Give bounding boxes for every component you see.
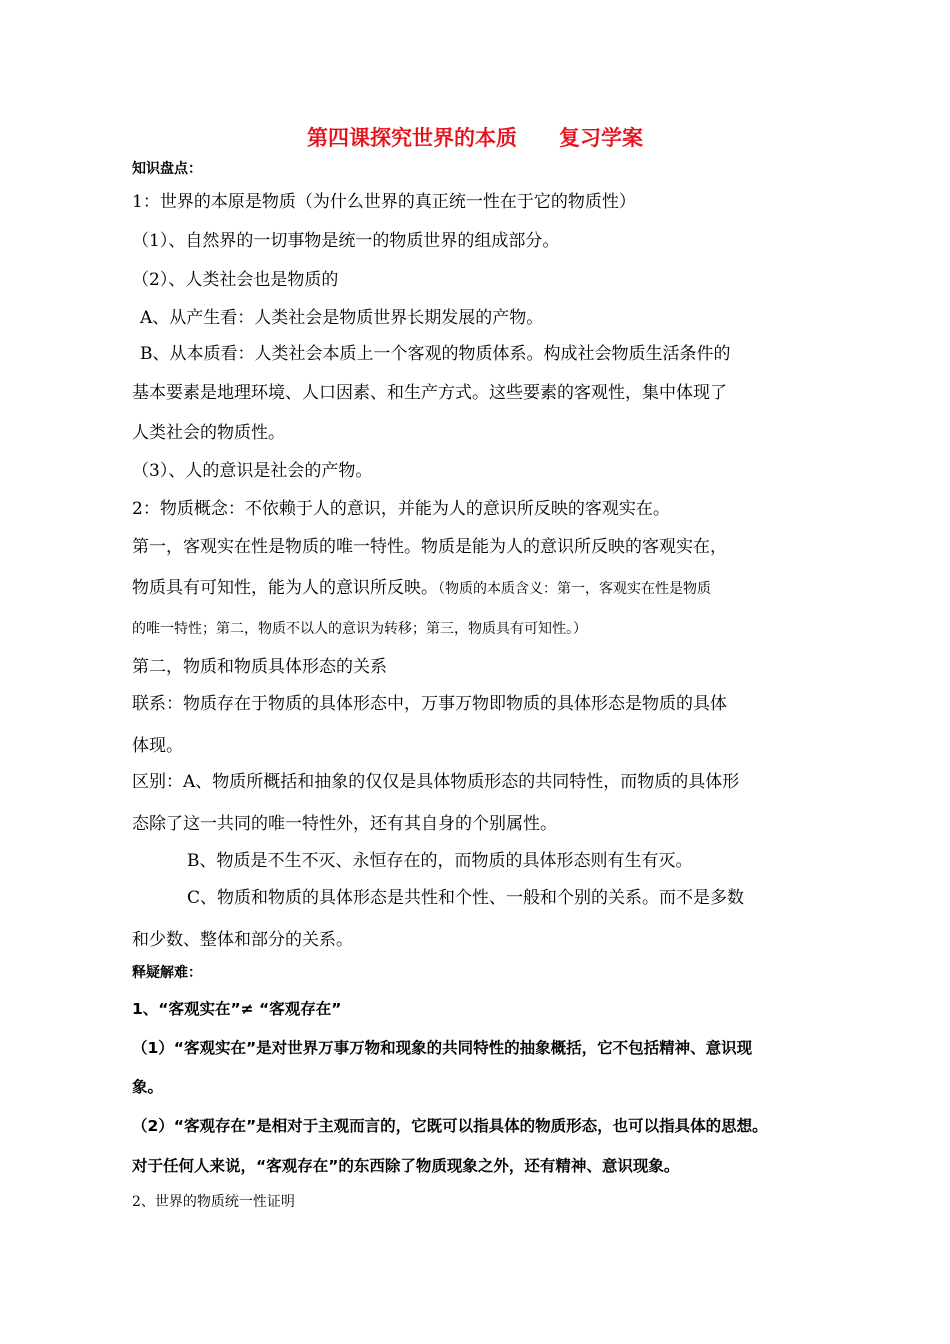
text-line-8: （3）、人的意识是社会的产物。 <box>132 461 373 481</box>
text-line-6: 基本要素是地理环境、人口因素、和生产方式。这些要素的客观性，集中体现了 <box>132 383 727 403</box>
text-line-14: 联系：物质存在于物质的具体形态中，万事万物即物质的具体形态是物质的具体 <box>132 694 727 714</box>
text-line-11-main: 物质具有可知性，能为人的意识所反映。 <box>132 578 438 598</box>
qa-line-1: 1、“客观实在”≠ “客观存在” <box>132 1000 342 1018</box>
text-line-10: 第一，客观实在性是物质的唯一特性。物质是能为人的意识所反映的客观实在， <box>132 537 727 557</box>
qa-line-6: 2、世界的物质统一性证明 <box>132 1194 295 1210</box>
text-line-3: （2）、人类社会也是物质的 <box>132 270 339 290</box>
qa-line-2: （1）“客观实在”是对世界万事万物和现象的共同特性的抽象概括，它不包括精神、意识现 <box>132 1039 753 1057</box>
text-line-5: B、从本质看：人类社会本质上一个客观的物质体系。构成社会物质生活条件的 <box>140 344 731 364</box>
text-line-7: 人类社会的物质性。 <box>132 423 285 443</box>
text-line-16: 区别：A、物质所概括和抽象的仅仅是具体物质形态的共同特性，而物质的具体形 <box>132 772 740 792</box>
text-line-20: 和少数、整体和部分的关系。 <box>132 930 353 950</box>
text-line-17: 态除了这一共同的唯一特性外，还有其自身的个别属性。 <box>132 814 557 834</box>
text-line-11 <box>132 573 711 598</box>
text-line-15: 体现。 <box>132 736 183 756</box>
text-line-1: 1：世界的本原是物质（为什么世界的真正统一性在于它的物质性） <box>132 192 636 212</box>
text-line-11-note: （物质的本质含义：第一，客观实在性是物质 <box>438 581 711 597</box>
qa-line-3: 象。 <box>132 1078 164 1096</box>
section-heading-qa: 释疑解难： <box>132 965 202 981</box>
text-line-18: B、物质是不生不灭、永恒存在的，而物质的具体形态则有生有灭。 <box>187 851 693 871</box>
qa-line-5: 对于任何人来说，“客观存在”的东西除了物质现象之外，还有精神、意识现象。 <box>132 1157 680 1175</box>
text-line-4: A、从产生看：人类社会是物质世界长期发展的产物。 <box>140 308 544 328</box>
text-line-13: 第二，物质和物质具体形态的关系 <box>132 657 387 677</box>
text-line-9: 2：物质概念：不依赖于人的意识，并能为人的意识所反映的客观实在。 <box>132 499 670 519</box>
qa-line-4: （2）“客观存在”是相对于主观而言的，它既可以指具体的物质形态，也可以指具体的思想。 <box>132 1117 768 1135</box>
page-title: 第四课探究世界的本质 复习学案 <box>307 125 643 150</box>
text-line-19: C、物质和物质的具体形态是共性和个性、一般和个别的关系。而不是多数 <box>187 888 745 908</box>
text-line-2: （1）、自然界的一切事物是统一的物质世界的组成部分。 <box>132 231 560 251</box>
section-heading-knowledge: 知识盘点： <box>132 161 202 177</box>
text-line-12: 的唯一特性；第二，物质不以人的意识为转移；第三，物质具有可知性。） <box>132 621 587 637</box>
